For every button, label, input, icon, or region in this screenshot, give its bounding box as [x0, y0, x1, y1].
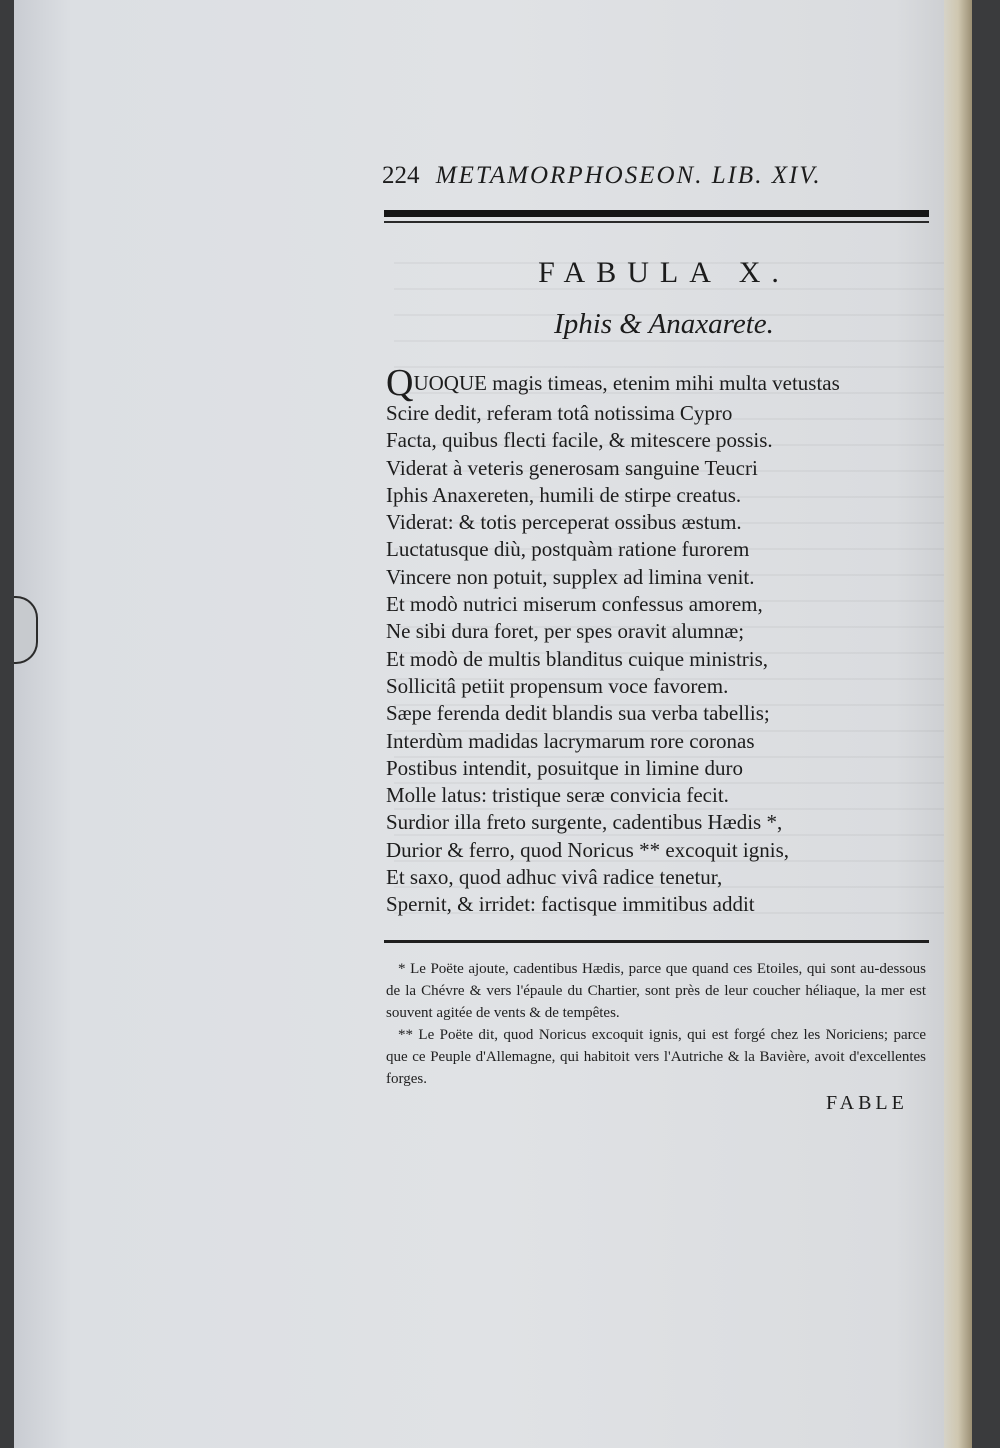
verse-line: Et modò de multis blanditus cuique ministris,: [386, 646, 769, 671]
verse-line: [386, 362, 946, 404]
footnotes: [386, 958, 926, 1090]
verse-block: [386, 362, 946, 919]
verse-line: Ne sibi dura foret, per spes oravit alumnæ;: [386, 619, 745, 644]
verse-line: Vincere non potuit, supplex ad limina venit.: [386, 564, 755, 589]
verse-line: Spernit, & irridet: factisque immitibus addit: [386, 892, 755, 917]
verse-line: Postibus intendit, posuitque in limine duro: [386, 755, 743, 780]
verse-line: Durior & ferro, quod Noricus ** excoquit ignis,: [386, 837, 790, 862]
footnote-2: ** Le Poëte dit, quod Noricus excoquit ignis, qui est forgé chez les Noriciens; parce que ce Peuple d'Allemagne, qui habitoit vers l'Autriche & la Bavière, avoit d'excellentes forges.: [386, 1027, 926, 1087]
running-header: [382, 162, 922, 202]
verse-line: Viderat à veteris generosam sanguine Teucri: [386, 455, 758, 480]
verse-line: Et modò nutrici miserum confessus amorem,: [386, 592, 763, 617]
book-page: [14, 0, 972, 1448]
header-rule-thick: [384, 210, 929, 217]
catchword: FABLE: [826, 1092, 908, 1114]
verse-line: Sæpe ferenda dedit blandis sua verba tabellis;: [386, 701, 770, 726]
verse-line: Molle latus: tristique seræ convicia fecit.: [386, 783, 729, 808]
fable-title: FABULA X.: [538, 256, 790, 289]
footnote-rule: [384, 940, 929, 943]
footnote-1: * Le Poëte ajoute, cadentibus Hædis, parce que quand ces Etoiles, qui sont au-dessous de la Chévre & vers l'épaule du Chartier, sont près de leur coucher héliaque, la mer est souvent agitée de vents & de tempêtes.: [386, 961, 926, 1021]
verse-line: Iphis Anaxereten, humili de stirpe creatus.: [386, 482, 742, 507]
verse-line: Luctatusque diù, postquàm ratione furorem: [386, 537, 750, 562]
verse-line: Sollicitâ petiit propensum voce favorem.: [386, 673, 729, 698]
verse-line: Viderat: & totis perceperat ossibus æstum.: [386, 510, 742, 535]
page-number: 224: [382, 162, 420, 189]
page-edge-clip: [14, 596, 38, 664]
verse-line: Surdior illa freto surgente, cadentibus Hædis *,: [386, 810, 783, 835]
verse-line: Scire dedit, referam totâ notissima Cypro: [386, 401, 733, 425]
verse-line-text: UOQUE magis timeas, etenim mihi multa vetustas: [413, 371, 840, 395]
header-rule-thin: [384, 221, 929, 223]
verse-line: Interdùm madidas lacrymarum rore coronas: [386, 728, 755, 753]
verse-line: Facta, quibus flecti facile, & mitescere possis.: [386, 428, 773, 453]
page-gutter: [944, 0, 972, 1448]
drop-cap: Q: [386, 362, 414, 404]
running-title: METAMORPHOSEON. LIB. XIV.: [435, 162, 822, 189]
fable-subtitle: Iphis & Anaxarete.: [554, 308, 774, 340]
verse-line: Et saxo, quod adhuc vivâ radice tenetur,: [386, 865, 723, 890]
